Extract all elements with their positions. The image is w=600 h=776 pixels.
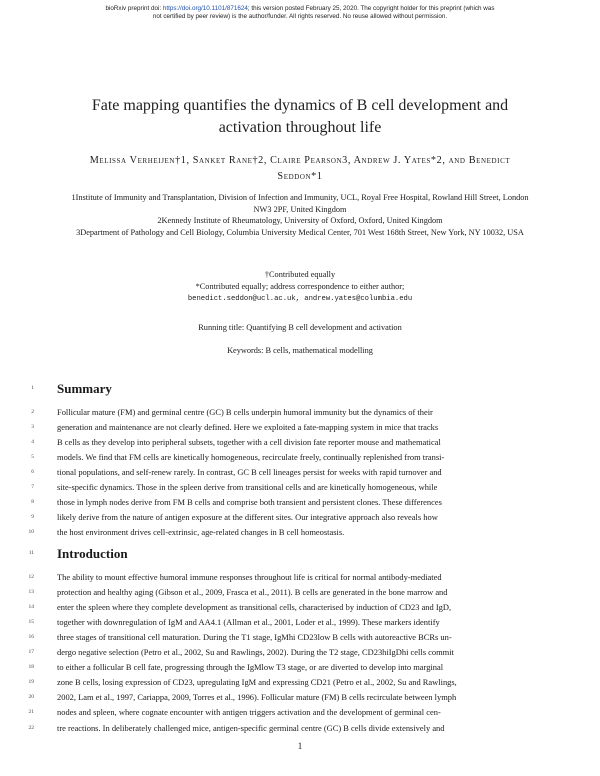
summary-text-line: site-specific dynamics. Those in the spleen derive from transitional cells and are kinetically homogeneous, while	[57, 482, 438, 493]
introduction-heading: Introduction	[57, 546, 128, 561]
summary-text-line: the host environment drives cell-extrinsic, age-related changes in B cell homeostasis.	[57, 527, 345, 538]
line-number: 15	[28, 619, 34, 626]
affiliations	[62, 192, 538, 238]
line-number: 11	[28, 550, 34, 556]
header-text: ; this version posted February 25, 2020. The copyright holder for this preprint (which was	[247, 5, 495, 12]
header-text: not certified by peer review) is the author/funder. All rights reserved. No reuse allowed without permission.	[152, 13, 448, 20]
affiliation: 2Kennedy Institute of Rheumatology, University of Oxford, Oxford, United Kingdom	[157, 216, 443, 225]
correspondence-note: *Contributed equally; address correspondence to either author;	[195, 282, 405, 291]
summary-text-line: Follicular mature (FM) and germinal centre (GC) B cells underpin humoral immunity but the dynamics of their	[57, 407, 433, 417]
line-number: 13	[28, 589, 34, 596]
introduction-text-line: nodes and spleen, where cognate encounter with antigen triggers activation and the development of germinal cen-	[57, 707, 441, 718]
line-number: 1	[31, 385, 34, 391]
line-number: 21	[28, 709, 34, 716]
line-number: 18	[28, 664, 34, 671]
author-line: Seddon*1	[277, 171, 323, 182]
line-number: 6	[31, 469, 34, 476]
page-number: 1	[297, 741, 303, 751]
line-number: 9	[31, 514, 34, 521]
line-number: 4	[31, 439, 34, 446]
line-number: 8	[31, 499, 34, 506]
line-number: 7	[31, 484, 34, 491]
affiliation: 3Department of Pathology and Cell Biology, Columbia University Medical Center, 701 West 168th Street, New York, NY 10032, USA	[76, 227, 524, 237]
paper-title: Fate mapping quantifies the dynamics of B cell development and activation throughout life	[91, 97, 509, 136]
preprint-header	[0, 5, 600, 21]
summary-text-line: models. We find that FM cells are kinetically homogeneous, recirculate freely, continually replenished from transi-	[57, 452, 445, 463]
affiliation: 1Institute of Immunity and Transplantation, Division of Infection and Immunity, UCL, Royal Free Hospital, Rowland Hill Street, London NW3 2PF, United Kingdom	[71, 193, 529, 214]
line-number: 19	[28, 679, 34, 686]
author-list	[50, 153, 550, 185]
introduction-text-line: together with downregulation of IgM and AA4.1 (Allman et al., 2001, Loder et al., 1999). These markers identify	[57, 617, 440, 628]
summary-text-line: generation and maintenance are not clearly defined. Here we exploited a fate-mapping system in mice that tracks	[57, 422, 439, 433]
summary-text-line: tional populations, and self-renew rarely. In contrast, GC B cell lineages persist for weeks with rapid turnover and	[57, 467, 442, 478]
summary-text-line: B cells as they develop into peripheral subsets, together with a cell division fate reporter mouse and mathematical	[57, 437, 441, 448]
email-addresses[interactable]: benedict.seddon@ucl.ac.uk, andrew.yates@columbia.edu	[187, 295, 413, 303]
summary-heading: Summary	[57, 381, 112, 396]
line-number: 3	[31, 424, 34, 431]
line-number: 22	[28, 724, 34, 731]
line-number: 2	[31, 409, 34, 415]
summary-text-line: likely derive from the nature of antigen exposure at the different sites. Our integrative approach also reveals how	[57, 512, 438, 523]
header-text: bioRxiv preprint doi:	[105, 5, 163, 12]
introduction-text-line: 2002, Lam et al., 1997, Cariappa, 2009, Torres et al., 1996). Follicular mature (FM) B cells recirculate between lymph	[57, 692, 457, 703]
line-number: 5	[31, 454, 34, 461]
introduction-text-line: to either a follicular B cell fate, progressing through the IgMlow T3 stage, or are diverted to develop into marginal	[57, 662, 444, 673]
introduction-text-line: The ability to mount effective humoral immune responses throughout life is critical for normal antibody-mediated	[57, 572, 442, 582]
introduction-text-line: three stages of transitional cell maturation. During the T1 stage, IgMhi CD23low B cells with autoreactive BCRs un-	[57, 632, 452, 643]
line-number: 17	[28, 649, 34, 656]
introduction-text-line: dergo negative selection (Petro et al., 2002, Su and Rawlings, 2002). During the T2 stage, CD23hiIgDhi cells commit	[57, 647, 454, 658]
summary-text-line: those in lymph nodes derive from FM B cells and comprise both transient and persistent clones. These differences	[57, 497, 442, 508]
line-number: 14	[28, 604, 34, 611]
introduction-text-line: tre reactions. In deliberately challenged mice, antigen-specific germinal centre (GC) B cells divide extensively and	[57, 722, 445, 733]
keywords: Keywords: B cells, mathematical modelling	[227, 346, 373, 355]
running-title: Running title: Quantifying B cell development and activation	[198, 323, 402, 332]
line-number: 16	[28, 634, 34, 641]
line-number: 10	[28, 529, 34, 536]
contrib-note: †Contributed equally	[264, 270, 336, 279]
doi-link[interactable]: https://doi.org/10.1101/871624	[162, 5, 248, 12]
author-notes	[80, 269, 520, 305]
line-number: 12	[28, 574, 34, 580]
introduction-text-line: zone B cells, losing expression of CD23, upregulating IgM and expressing CD21 (Petro et al., 2002, Su and Rawlings,	[57, 677, 457, 688]
author-line: Melissa Verheijen†1, Sanket Rane†2, Claire Pearson3, Andrew J. Yates*2, and Benedict	[89, 155, 511, 166]
line-number: 20	[28, 694, 34, 701]
introduction-text-line: enter the spleen where they complete development as transitional cells, characterised by induction of CD23 and IgD,	[57, 602, 452, 613]
introduction-text-line: protection and healthy aging (Gibson et al., 2009, Frasca et al., 2011). B cells are generated in the bone marrow and	[57, 587, 448, 598]
